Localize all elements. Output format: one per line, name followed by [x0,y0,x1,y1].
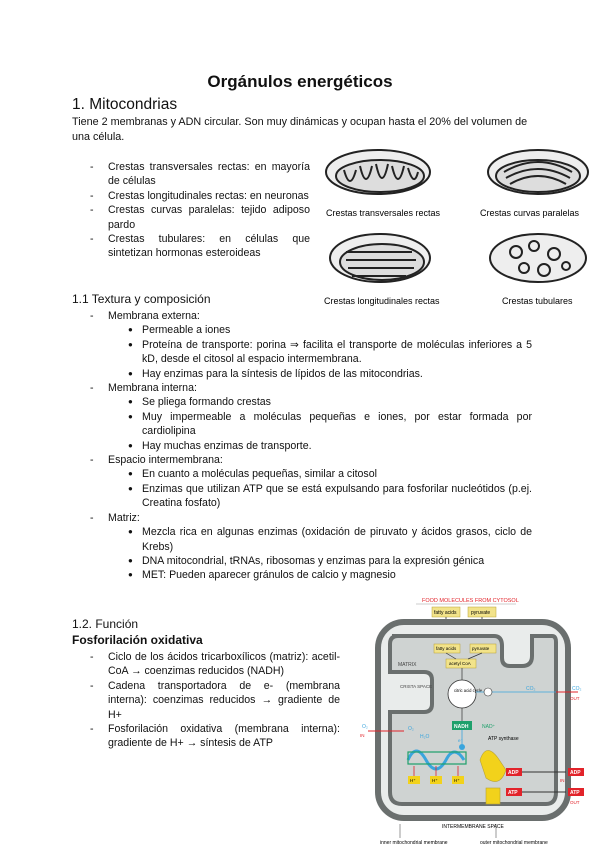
sub-item: ● En cuanto a moléculas pequeñas, similar a citosol [108,467,532,481]
citric-acid-cycle [448,680,476,708]
section-heading-mitocondrias: 1. Mitocondrias [72,96,178,113]
h-label-1: H⁺ [410,778,416,783]
h-label-2: H⁺ [432,778,438,783]
item-label: Membrana externa: [108,310,200,322]
function-list [72,650,340,751]
acetyl-coa-label: acetyl CoA [449,661,471,666]
sub-item: ● Hay muchas enzimas de transporte. [108,439,532,453]
out-label-co2: OUT [570,696,580,701]
cycle-label: citric acid cycle [454,688,483,693]
caption-longitudinal: Crestas longitudinales rectas [324,296,440,306]
list-item: - Crestas tubulares: en células que sintetizan hormonas esteroideas [72,232,310,261]
sub-item: ● Se pliega formando crestas [108,395,532,409]
atp-out-label: ATP [570,790,580,796]
nad-label: NAD⁺ [482,724,496,730]
pyruvate-inner-label: pyruvate [472,646,490,651]
section-heading-funcion: 1.2. Función [72,617,139,631]
page-title: Orgánulos energéticos [207,72,393,91]
h2o-label: H₂O [420,734,430,740]
pyruvate-label: pyruvate [471,610,491,616]
outer-membrane-label: outer mitochondrial membrane [480,840,548,846]
sub-item: ● DNA mitocondrial, tRNAs, ribosomas y enzimas para la expresión génica [108,554,532,568]
caption-curved: Crestas curvas paralelas [480,208,580,218]
food-molecules-label: FOOD MOLECULES FROM CYTOSOL [422,598,519,604]
caption-transversal: Crestas transversales rectas [326,208,441,218]
item-label: Espacio intermembrana: [108,454,223,467]
sub-item: ● Enzimas que utilizan ATP que se está expulsando para fosforilar nucleótidos (p.ej. Creatina fosfato) [108,482,532,511]
list-item: - Ciclo de los ácidos tricarboxílicos (matriz): acetil-CoA → coenzimas reducidos (NADH) [72,650,340,679]
crista-space-label: CRISTA SPACE [400,684,433,689]
mitochondrion-longitudinal [330,234,430,282]
list-item [72,309,532,381]
in-label-adp: IN [560,778,565,783]
atp-label: ATP [508,790,518,796]
sub-item: ● Mezcla rica en algunas enzimas (oxidación de piruvato y ácidos grasos, ciclo de Krebs) [108,525,532,554]
list-item [72,381,532,453]
intro-paragraph: Tiene 2 membranas y ADN circular. Son muy dinámicas y ocupan hasta el 20% del volumen de una célula. [72,116,528,143]
list-item [72,511,532,583]
mitochondrion-tubular [490,234,586,282]
list-item: - Fosforilación oxidativa (membrana interna): gradiente de H+ → síntesis de ATP [72,722,340,751]
mitochondrion-curved [488,150,588,194]
caption-tubular: Crestas tubulares [502,296,573,306]
sub-item: ● Hay enzimas para la síntesis de lípidos de las mitocondrias. [108,367,532,381]
fatty-acids-label: fatty acids [434,610,457,616]
crest-list [72,160,310,261]
o2-in-label: O₂ [362,724,368,730]
crest-types-figure [322,142,590,312]
o2-label: O₂ [408,726,414,732]
list-item: - Crestas longitudinales rectas: en neuronas [72,189,310,203]
oxidative-phosphorylation-diagram [356,592,592,846]
in-label-o2: IN [360,733,365,738]
electron-label: e⁻ [458,738,463,743]
atp-synthase-label: ATP synthase [488,736,519,742]
list-item [72,453,532,511]
fatty-acids-inner-label: fatty acids [436,646,457,651]
section-heading-textura: 1.1 Textura y composición [72,292,211,306]
list-item: - Crestas transversales rectas: en mayoría de células [72,160,310,189]
item-label: Matriz: [108,511,140,524]
nadh-label: NADH [454,724,469,730]
list-item: - Cadena transportadora de e- (membrana interna): coenzimas reducidos → gradiente de H+ [72,679,340,722]
subheading-fosforilacion: Fosforilación oxidativa [72,633,203,647]
item-label: Membrana interna: [108,382,197,395]
intermembrane-space-label: INTERMEMBRANE SPACE [442,824,504,830]
sub-item: ● MET: Pueden aparecer gránulos de calcio y magnesio [108,568,532,582]
sub-item: ● Muy impermeable a moléculas pequeñas e iones, por estar formada por cardiolipina [108,410,532,439]
matrix-label: MATRIX [398,662,417,668]
sub-item: ● Proteína de transporte: porina ⇒ facilita el transporte de moléculas inferiores a 5 kD, desde el citosol al espacio intermembrana. [108,338,532,367]
inner-membrane-label: inner mitochondrial membrane [380,840,448,846]
co2-out-label: CO₂ [572,686,582,692]
mitochondrion-transversal [326,150,430,194]
h-label-3: H⁺ [454,778,460,783]
composition-list [72,309,532,583]
co2-label: CO₂ [526,686,536,692]
adp-label: ADP [508,770,519,776]
out-label-atp: OUT [570,800,580,805]
list-item: - Crestas curvas paralelas: tejido adiposo pardo [72,203,310,232]
adp-out-label: ADP [570,770,581,776]
sub-item: ● Permeable a iones [108,323,532,337]
